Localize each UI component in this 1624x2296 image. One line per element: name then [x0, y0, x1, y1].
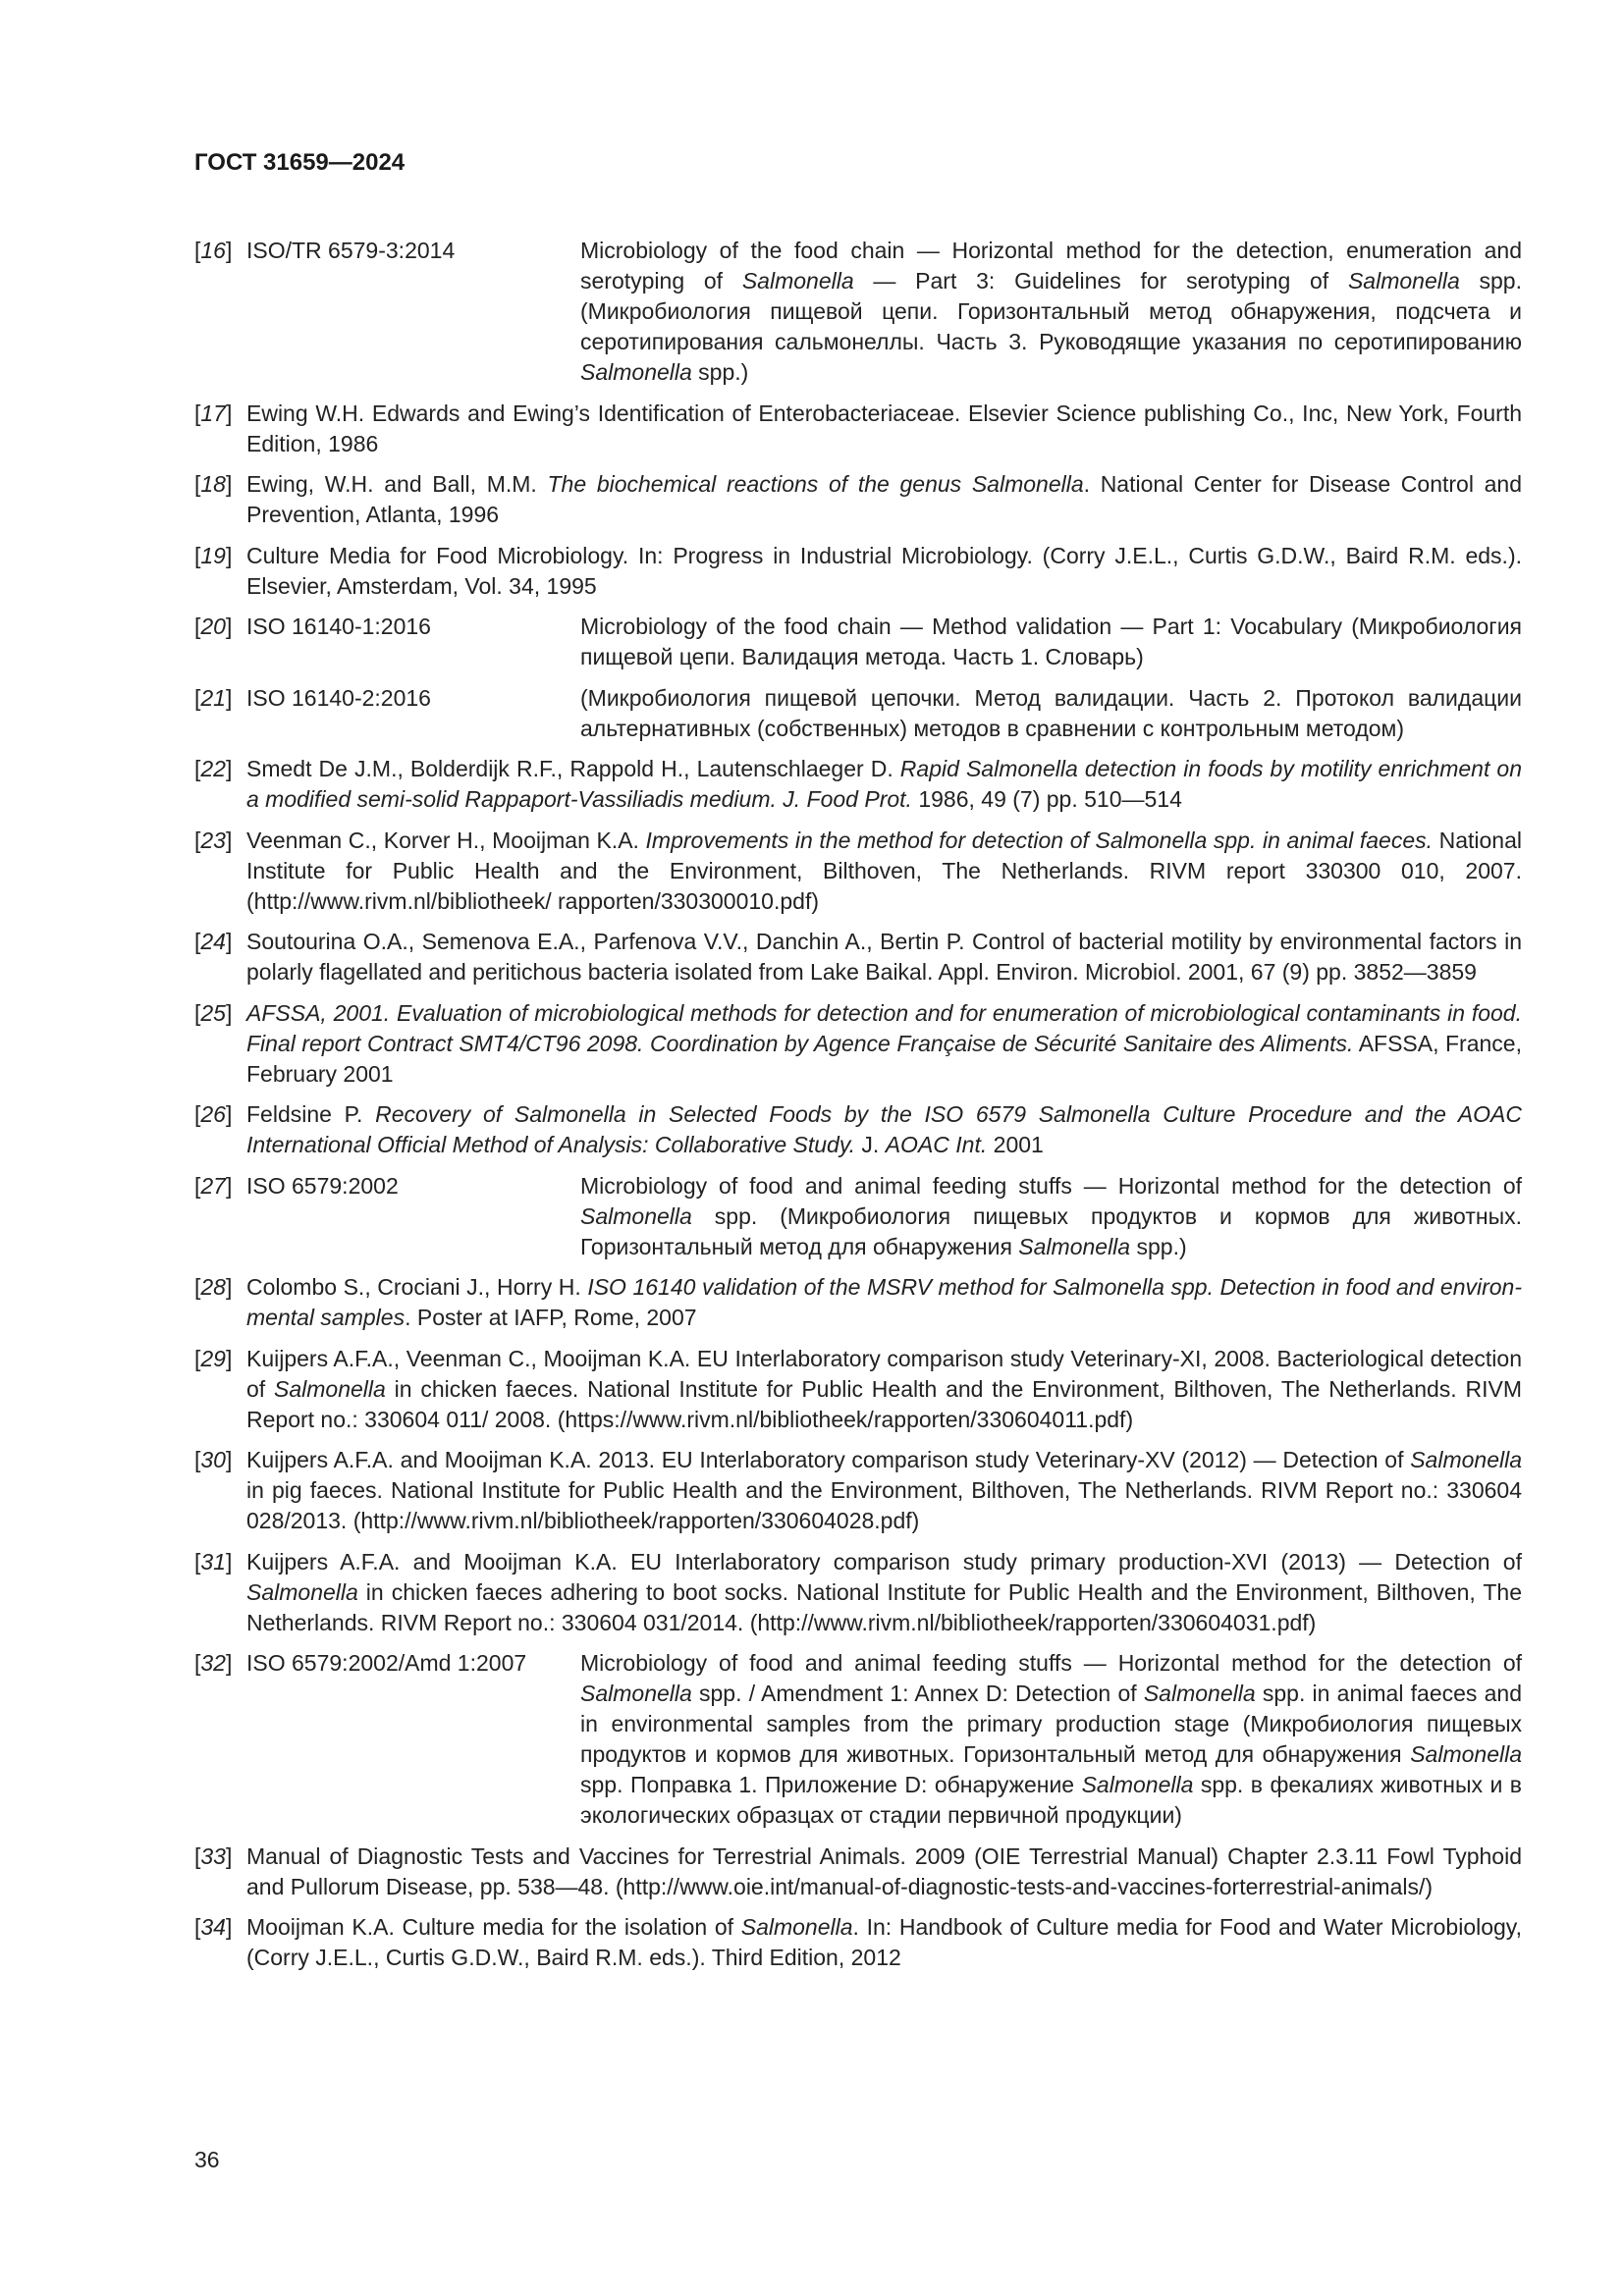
bibliography-list [194, 236, 1522, 1984]
reference-number: [18] [194, 471, 233, 497]
italic-text: Salmonella [741, 268, 854, 294]
reference-entry [194, 683, 1522, 744]
reference-entry [194, 998, 1522, 1090]
text-segment: 1986, 49 (7) pp. 510—514 [911, 786, 1182, 812]
reference-text [246, 1912, 1522, 1973]
reference-number: [16] [194, 238, 233, 263]
reference-number-value: 31 [200, 1548, 226, 1575]
text-segment: National Institute for Public Health and the Environment, Bilthoven, The Netherlands. RIVM report 330300 010, 2007. (http://www.rivm.nl/bibliotheek/ rapporten/330300010.pdf) [246, 827, 1522, 914]
reference-number: [20] [194, 614, 233, 639]
reference-number-value: 25 [200, 999, 226, 1026]
text-segment: J. [855, 1132, 886, 1157]
reference-number-value: 17 [200, 400, 226, 426]
standard-title [580, 236, 1522, 388]
standard-code: ISO 6579:2002/Amd 1:2007 [246, 1650, 527, 1676]
text-segment: Microbiology of food and animal feeding stuffs — Horizontal method for the detection of [580, 1650, 1522, 1676]
text-segment: Ewing, W.H. and Ball, M.M. [246, 471, 548, 497]
standard-title [580, 612, 1522, 672]
reference-number-value: 23 [200, 827, 226, 853]
reference-text [246, 1842, 1522, 1902]
reference-number: [33] [194, 1842, 233, 1869]
text-segment: Mooijman K.A. Culture media for the isolation of [246, 1914, 741, 1940]
reference-entry [194, 927, 1522, 988]
reference-number: [29] [194, 1345, 233, 1371]
reference-number: [32] [194, 1650, 233, 1676]
reference-entry [194, 1547, 1522, 1638]
reference-number-value: 29 [200, 1345, 226, 1371]
italic-text: Salmonella [1081, 1772, 1194, 1797]
reference-text [246, 1272, 1522, 1333]
text-segment: . Poster at IAFP, Rome, 2007 [405, 1305, 697, 1330]
reference-text [246, 1547, 1522, 1638]
reference-text [246, 1445, 1522, 1536]
italic-text: The biochemical reactions of the genus Salmonella [547, 471, 1084, 497]
reference-entry [194, 1099, 1522, 1160]
reference-text [246, 998, 1522, 1090]
reference-number: [21] [194, 684, 233, 711]
italic-text: Salmonella [580, 1681, 692, 1706]
reference-text [246, 399, 1522, 459]
italic-text: Salmonella [1143, 1681, 1256, 1706]
reference-entry [194, 1344, 1522, 1435]
italic-text: Salmonella [1018, 1233, 1131, 1259]
reference-entry [194, 399, 1522, 459]
text-segment: in chicken faeces adhering to boot socks. National Institute for Public Health and the Environment, Bilthoven, The Netherlands. RIVM Report no.: 330604 031/2014. (http://www.rivm.nl/bibliotheek/rapporten/330604031.pdf) [246, 1578, 1522, 1635]
text-segment: Ewing W.H. Edwards and Ewing’s Identification of Enterobacteriaceae. Elsevier Science publishing Co., Inc, New York, Fourth Edition, 1986 [246, 400, 1522, 456]
text-segment: Kuijpers A.F.A. and Mooijman K.A. 2013. EU Interlaboratory comparison study Veterinary-XV (2012) — Detection of [246, 1447, 1411, 1472]
text-segment: Microbiology of the food chain — Horizontal method for the detection, enumeration and serotyping of [580, 238, 1522, 294]
text-segment: 2001 [987, 1132, 1044, 1157]
reference-number-value: 34 [200, 1914, 226, 1940]
italic-text: Salmonella [1410, 1447, 1522, 1472]
reference-text [246, 1344, 1522, 1435]
reference-number-value: 19 [200, 542, 226, 568]
reference-text [246, 754, 1522, 815]
italic-text: Salmonella [246, 1578, 358, 1605]
standard-code: ISO 16140-2:2016 [246, 684, 431, 711]
standard-reference [246, 1648, 1522, 1831]
standard-title [580, 683, 1522, 744]
reference-entry [194, 469, 1522, 530]
reference-entry [194, 612, 1522, 672]
italic-text: AFSSA, 2001. Evaluation of microbiological methods for detection and for enumeration of microbiological contaminants in food. Final report Contract SMT4/CT96 2098. Coordination by Agence Française de Sécurité Sanitaire des Aliments. [246, 999, 1522, 1056]
reference-number: [28] [194, 1274, 233, 1300]
reference-number-value: 16 [200, 238, 226, 263]
standard-reference [246, 1171, 1522, 1262]
italic-text: Salmonella [1410, 1741, 1522, 1767]
reference-text [246, 826, 1522, 917]
reference-number-value: 22 [200, 756, 226, 781]
text-segment: Microbiology of the food chain — Method validation — Part 1: Vocabulary (Микробиология пищевой цепи. Валидация метода. Часть 1. Словарь) [580, 614, 1522, 669]
italic-text: ISO 16140 validation of the MSRV method for Salmonella spp. Detection in food and environ-mental samples [246, 1274, 1523, 1330]
text-segment: (Микробиология пищевой цепочки. Метод валидации. Часть 2. Протокол валидации альтернативных (собственных) методов в сравнении с контрольным методом) [580, 684, 1522, 741]
text-segment: AFSSA, France, February 2001 [246, 1030, 1522, 1087]
text-segment: Microbiology of food and animal feeding stuffs — Horizontal method for the detection of [580, 1172, 1522, 1199]
text-segment: Colombo S., Crociani J., Horry H. [246, 1274, 588, 1300]
text-segment: . In: Handbook of Culture media for Food and Water Microbiology, (Corry J.E.L., Curtis G.D.W., Baird R.M. eds.). Third Edition, 2012 [246, 1914, 1522, 1970]
italic-text: Salmonella [580, 359, 692, 385]
italic-text: Improvements in the method for detection of Salmonella spp. in animal faeces. [645, 827, 1433, 853]
reference-entry [194, 1171, 1522, 1262]
reference-text [246, 541, 1522, 602]
reference-number-value: 27 [200, 1172, 226, 1199]
document-header: ГОСТ 31659—2024 [194, 149, 406, 176]
reference-text [246, 927, 1522, 988]
reference-entry [194, 754, 1522, 815]
reference-number: [24] [194, 929, 233, 954]
reference-number: [22] [194, 756, 233, 781]
reference-number: [31] [194, 1548, 233, 1575]
reference-number-value: 26 [200, 1101, 226, 1127]
text-segment: Culture Media for Food Microbiology. In: Progress in Industrial Microbiology. (Corry J.E.L., Curtis G.D.W., Baird R.M. eds.). Elsevier, Amsterdam, Vol. 34, 1995 [246, 542, 1522, 599]
standard-title [580, 1648, 1522, 1831]
text-segment: — Part 3: Guidelines for serotyping of [853, 268, 1348, 294]
standard-code: ISO 6579:2002 [246, 1172, 399, 1199]
italic-text: Rapid Salmonella detection in foods by motility enrichment on a modified semi-solid Rappaport-Vassiliadis medium. J. Food Prot. [246, 756, 1522, 812]
standard-reference [246, 612, 1522, 672]
text-segment: Veenman C., Korver H., Mooijman K.A. [246, 827, 646, 853]
standard-code: ISO 16140-1:2016 [246, 614, 431, 639]
italic-text: Recovery of Salmonella in Selected Foods by the ISO 6579 Salmonella Culture Procedure and the AOAC International Official Method of Analysis: Collaborative Study. [246, 1101, 1522, 1157]
reference-entry [194, 1272, 1522, 1333]
text-segment: spp.) [1130, 1233, 1187, 1259]
text-segment: Smedt De J.M., Bolderdijk R.F., Rappold H., Lautenschlaeger D. [246, 756, 900, 781]
reference-number-value: 24 [200, 929, 226, 954]
reference-number-value: 33 [200, 1842, 226, 1869]
text-segment: . National Center for Disease Control and Prevention, Atlanta, 1996 [246, 471, 1522, 527]
text-segment: spp. Поправка 1. Приложение D: обнаружение [580, 1772, 1082, 1797]
reference-number: [19] [194, 542, 233, 568]
reference-number-value: 30 [200, 1447, 226, 1472]
text-segment: spp. in animal faeces and in environmental samples from the primary production stage (Микробиология пищевых продуктов и кормов для животных. Горизонтальный метод для обнаружения [580, 1681, 1522, 1767]
reference-text [246, 469, 1522, 530]
reference-number-value: 20 [200, 614, 226, 639]
text-segment: Kuijpers A.F.A. and Mooijman K.A. EU Interlaboratory comparison study primary production-XVI (2013) — Detection of [246, 1548, 1522, 1575]
text-segment: Soutourina O.A., Semenova E.A., Parfenova V.V., Danchin A., Bertin P. Control of bacterial motility by environmental factors in polarly flagellated and peritichous bacteria isolated from Lake Baikal. Appl. Environ. Microbiol. 2001, 67 (9) pp. 3852—3859 [246, 929, 1522, 985]
reference-number: [26] [194, 1101, 233, 1127]
reference-entry [194, 1912, 1522, 1973]
text-segment: in chicken faeces. National Institute for Public Health and the Environment, Bilthoven, The Netherlands. RIVM Report no.: 330604 011/ 2008. (https://www.rivm.nl/bibliotheek/rapporten/330604011.pdf) [246, 1375, 1522, 1432]
text-segment: Manual of Diagnostic Tests and Vaccines for Terrestrial Animals. 2009 (OIE Terrestrial Manual) Chapter 2.3.11 Fowl Typhoid and Pullorum Disease, pp. 538—48. (http://www.oie.int/manual-of-diagnostic-tests-and-vaccines-forterrestrial-animals/) [246, 1842, 1522, 1899]
italic-text: Salmonella [274, 1375, 386, 1402]
italic-text: Salmonella [1347, 268, 1460, 294]
reference-number-value: 21 [200, 684, 226, 711]
italic-text: Salmonella [740, 1914, 853, 1940]
reference-number-value: 32 [200, 1650, 226, 1676]
text-segment: spp.) [691, 359, 749, 385]
standard-title [580, 1171, 1522, 1262]
italic-text: Salmonella [580, 1202, 692, 1229]
text-segment: spp. / Amendment 1: Annex D: Detection of [691, 1681, 1144, 1706]
reference-number: [25] [194, 999, 233, 1026]
reference-number-value: 18 [200, 471, 226, 497]
text-segment: spp. в фекалиях животных и в экологических образцах от стадии первичной продукции) [580, 1772, 1522, 1828]
reference-number: [17] [194, 400, 233, 426]
reference-entry [194, 1445, 1522, 1536]
reference-entry [194, 541, 1522, 602]
reference-entry [194, 1648, 1522, 1831]
reference-number: [27] [194, 1172, 233, 1199]
reference-entry [194, 236, 1522, 388]
reference-entry [194, 826, 1522, 917]
standard-reference [246, 236, 1522, 388]
reference-number: [30] [194, 1447, 233, 1472]
text-segment: Kuijpers A.F.A., Veenman C., Mooijman K.A. EU Interlaboratory comparison study Veterinary-XI, 2008. Bacteriological detection of [246, 1345, 1522, 1402]
standard-code: ISO/TR 6579-3:2014 [246, 238, 456, 263]
reference-number-value: 28 [200, 1274, 226, 1300]
page-number: 36 [194, 2147, 220, 2172]
reference-text [246, 1099, 1522, 1160]
reference-entry [194, 1842, 1522, 1902]
reference-number: [34] [194, 1914, 233, 1940]
italic-text: AOAC Int. [885, 1132, 988, 1157]
text-segment: spp. (Микробиология пищевой цепи. Горизонтальный метод обнаружения, подсчета и серотипирования сальмонеллы. Часть 3. Руководящие указания по серотипированию [580, 268, 1522, 354]
text-segment: spp. (Микробиология пищевых продуктов и кормов для животных. Горизонтальный метод для обнаружения [580, 1202, 1522, 1259]
text-segment: Feldsine P. [246, 1101, 376, 1127]
reference-number: [23] [194, 827, 233, 853]
standard-reference [246, 683, 1522, 744]
text-segment: in pig faeces. National Institute for Public Health and the Environment, Bilthoven, The Netherlands. RIVM Report no.: 330604 028/2013. (http://www.rivm.nl/bibliotheek/rapporten/330604028.pdf) [246, 1477, 1522, 1533]
